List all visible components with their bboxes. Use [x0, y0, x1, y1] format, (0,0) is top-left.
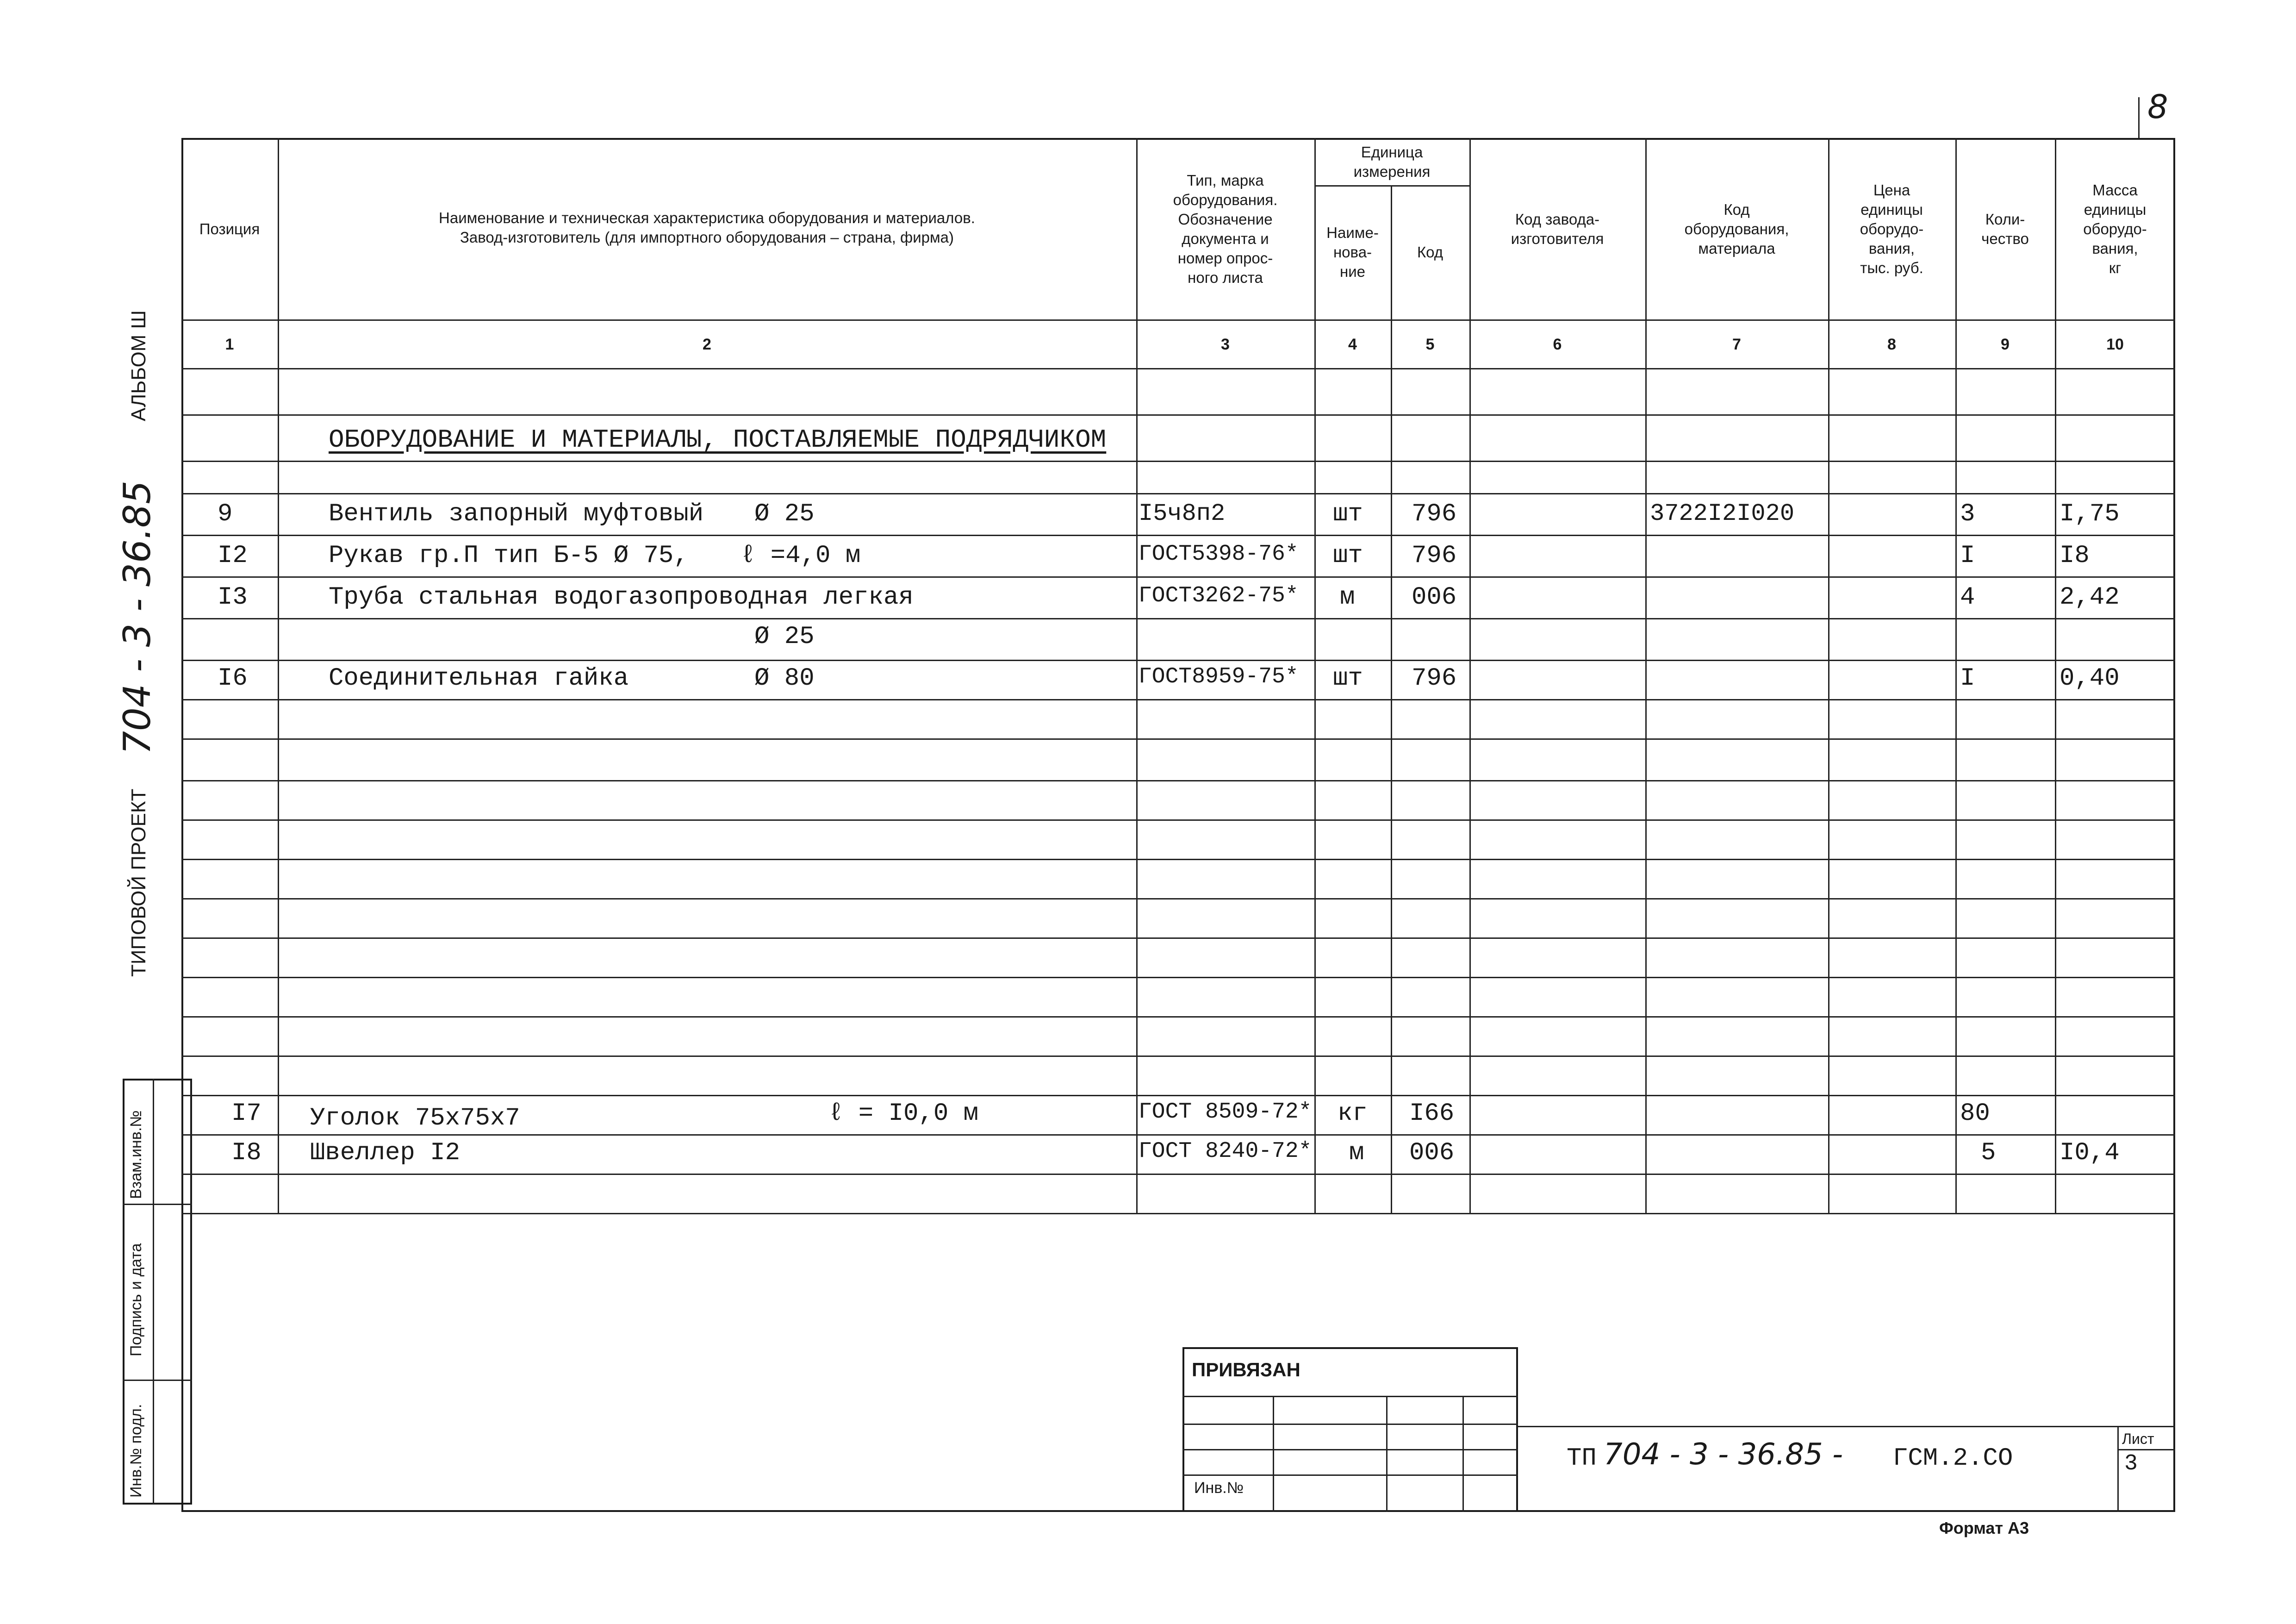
- header-price: Цена единицы оборудо- вания, тыс. руб.: [1860, 181, 1924, 276]
- row-13-unit: м: [1340, 583, 1355, 612]
- header-mass: Масса единицы оборудо- вания, кг: [2083, 181, 2147, 276]
- column-number-5: 5: [1425, 336, 1435, 353]
- column-number-1: 1: [225, 336, 234, 353]
- row-9-dim: Ø 25: [754, 500, 815, 528]
- header-unit-code: Код: [1417, 244, 1444, 261]
- header-quantity: Коли- чество: [1981, 211, 2029, 247]
- row-17-name: Уголок 75х75х7: [310, 1104, 520, 1132]
- row-16-type: ГОСТ8959-75*: [1139, 664, 1299, 689]
- header-maker-code: Код завода- изготовителя: [1511, 211, 1604, 247]
- row-17-code: I66: [1409, 1099, 1455, 1128]
- inv-orig-label: Инв.№ подл.: [127, 1404, 145, 1498]
- row-12-mass: I8: [2060, 542, 2090, 570]
- page-number-mark: 8: [2147, 88, 2168, 126]
- row-17-dim: ℓ = I0,0 м: [828, 1099, 979, 1128]
- sheet-label: Лист: [2122, 1430, 2154, 1447]
- column-number-3: 3: [1221, 336, 1230, 353]
- row-13-dim: Ø 25: [754, 623, 815, 651]
- doc-code-handwritten: 704 - 3 - 36.85 -: [1604, 1437, 1843, 1472]
- row-16-name: Соединительная гайка: [329, 664, 629, 693]
- row-18-quantity: 5: [1981, 1139, 1996, 1167]
- row-13-name: Труба стальная водогазопроводная легкая: [329, 583, 914, 612]
- section-title: ОБОРУДОВАНИЕ И МАТЕРИАЛЫ, ПОСТАВЛЯЕМЫЕ ПОДРЯДЧИКОМ: [329, 425, 1107, 455]
- column-number-6: 6: [1553, 336, 1562, 353]
- column-number-4: 4: [1348, 336, 1357, 353]
- row-18-unit: м: [1349, 1139, 1364, 1167]
- project-type-label: ТИПОВОЙ ПРОЕКТ: [127, 788, 150, 977]
- row-16-position: I6: [218, 664, 248, 693]
- header-position: Позиция: [199, 220, 260, 237]
- sign-date-label: Подпись и дата: [127, 1243, 145, 1356]
- row-12-position: I2: [218, 542, 248, 570]
- sheet-value: 3: [2124, 1451, 2138, 1476]
- row-18-position: I8: [231, 1139, 261, 1167]
- column-number-2: 2: [703, 336, 711, 353]
- header-material-code: Код оборудования, материала: [1684, 201, 1789, 257]
- row-13-code: 006: [1412, 583, 1457, 612]
- bound-label: ПРИВЯЗАН: [1192, 1359, 1300, 1380]
- row-17-type: ГОСТ 8509-72*: [1139, 1099, 1312, 1124]
- doc-code-suffix: ГСМ.2.СО: [1893, 1444, 2013, 1473]
- doc-code-prefix: ТП: [1567, 1444, 1597, 1473]
- album-label: АЛЬБОМ Ш: [127, 310, 150, 421]
- row-13-type: ГОСТ3262-75*: [1139, 583, 1299, 608]
- row-18-name: Швеллер I2: [310, 1139, 460, 1167]
- format-label: Формат А3: [1939, 1518, 2029, 1537]
- row-9-mass: I,75: [2060, 500, 2120, 528]
- row-9-quantity: 3: [1960, 500, 1975, 528]
- project-code-handwritten: 704 - 3 - 36.85: [116, 480, 159, 755]
- sheet-corner-line: [2138, 97, 2140, 139]
- row-16-dim: Ø 80: [754, 664, 815, 693]
- row-9-material-code: 3722I2I020: [1650, 500, 1795, 527]
- row-16-quantity: I: [1960, 664, 1975, 693]
- row-16-unit: шт: [1333, 664, 1363, 693]
- row-12-type: ГОСТ5398-76*: [1139, 542, 1299, 567]
- header-unit-group: Единица измерения: [1353, 144, 1431, 180]
- row-12-name: Рукав гр.П тип Б-5 Ø 75,: [329, 542, 689, 570]
- row-17-unit: кг: [1338, 1099, 1368, 1128]
- row-13-quantity: 4: [1960, 583, 1975, 612]
- row-13-mass: 2,42: [2060, 583, 2120, 612]
- header-type: Тип, марка оборудования. Обозначение документа и номер опрос- ного листа: [1173, 172, 1278, 286]
- inv-swap-label: Взам.инв.№: [127, 1110, 145, 1199]
- row-12-dim: ℓ =4,0 м: [740, 542, 861, 570]
- row-16-code: 796: [1412, 664, 1457, 693]
- row-9-unit: шт: [1333, 500, 1363, 528]
- row-17-quantity: 80: [1960, 1099, 1990, 1128]
- column-number-8: 8: [1887, 336, 1896, 353]
- header-unit-name: Наиме- нова- ние: [1326, 224, 1379, 280]
- row-17-position: I7: [231, 1099, 261, 1128]
- header-name: Наименование и техническая характеристика оборудования и материалов. Завод-изготовитель (для импортного оборудования – страна, фирма): [439, 209, 975, 246]
- row-12-code: 796: [1412, 542, 1457, 570]
- row-9-type: I5ч8п2: [1139, 500, 1226, 527]
- row-18-mass: I0,4: [2060, 1139, 2120, 1167]
- column-number-10: 10: [2106, 336, 2124, 353]
- row-9-name: Вентиль запорный муфтовый: [329, 500, 704, 528]
- column-number-9: 9: [2001, 336, 2010, 353]
- column-number-7: 7: [1732, 336, 1741, 353]
- row-9-code: 796: [1412, 500, 1457, 528]
- row-18-code: 006: [1409, 1139, 1455, 1167]
- row-12-unit: шт: [1333, 542, 1363, 570]
- row-12-quantity: I: [1960, 542, 1975, 570]
- row-9-position: 9: [218, 500, 233, 528]
- row-13-position: I3: [218, 583, 248, 612]
- row-18-type: ГОСТ 8240-72*: [1139, 1139, 1312, 1164]
- inv-number-label: Инв.№: [1194, 1479, 1244, 1497]
- row-16-mass: 0,40: [2060, 664, 2120, 693]
